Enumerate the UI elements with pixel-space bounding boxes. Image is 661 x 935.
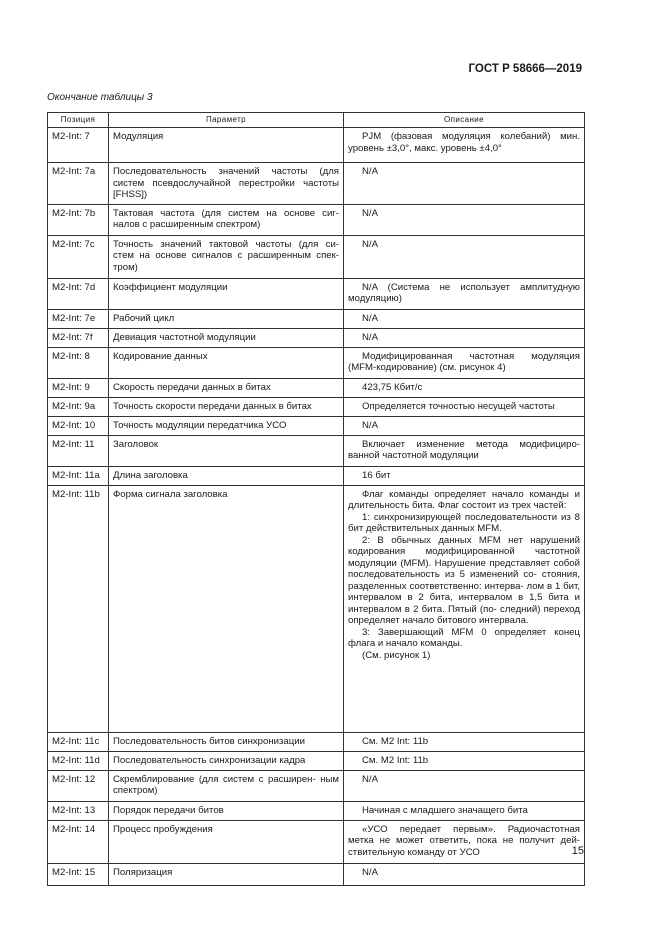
cell-description <box>344 397 585 416</box>
description-paragraph: N/A <box>362 312 378 324</box>
table-row <box>48 863 585 885</box>
table-row <box>48 347 585 378</box>
cell-position: M2-Int: 12 <box>48 770 109 801</box>
description-paragraph: N/A <box>362 331 378 343</box>
document-code: ГОСТ Р 58666—2019 <box>468 63 582 75</box>
cell-parameter: Длина заголовка <box>109 466 344 485</box>
cell-position: M2-Int: 8 <box>48 347 109 378</box>
cell-description <box>344 466 585 485</box>
cell-description <box>344 416 585 435</box>
description-paragraph: N/A (Система не использует амплитудную модуляцию) <box>348 281 580 304</box>
cell-parameter: Последовательность значений частоты (для систем псевдослучайной перестройки частоты [FHSS]) <box>109 163 344 205</box>
cell-position: M2-Int: 7 <box>48 128 109 163</box>
cell-description <box>344 378 585 397</box>
cell-position: M2-Int: 7a <box>48 163 109 205</box>
column-header-position: Позиция <box>48 113 109 128</box>
description-paragraph: N/A <box>362 207 378 219</box>
cell-position: M2-Int: 10 <box>48 416 109 435</box>
cell-parameter: Кодирование данных <box>109 347 344 378</box>
cell-parameter: Скорость передачи данных в битах <box>109 378 344 397</box>
cell-position: M2-Int: 7c <box>48 235 109 278</box>
cell-position: M2-Int: 7e <box>48 309 109 328</box>
table-row <box>48 732 585 751</box>
cell-parameter: Модуляция <box>109 128 344 163</box>
table-row <box>48 378 585 397</box>
table-row <box>48 328 585 347</box>
cell-position: M2-Int: 11a <box>48 466 109 485</box>
cell-description <box>344 163 585 205</box>
description-paragraph: 423,75 Кбит/с <box>362 381 423 393</box>
description-paragraph: 3: Завершающий MFM 0 определяет конец флага и начало команды. <box>348 626 580 649</box>
cell-position: M2-Int: 9 <box>48 378 109 397</box>
cell-parameter: Последовательность битов синхронизации <box>109 732 344 751</box>
table-row <box>48 128 585 163</box>
table-row <box>48 416 585 435</box>
table-header-row <box>48 113 585 128</box>
cell-description <box>344 770 585 801</box>
description-paragraph: N/A <box>362 238 378 250</box>
cell-parameter: Рабочий цикл <box>109 309 344 328</box>
description-paragraph: 16 бит <box>362 469 391 481</box>
table-row <box>48 163 585 205</box>
cell-description <box>344 235 585 278</box>
cell-description <box>344 435 585 466</box>
cell-description <box>344 347 585 378</box>
description-paragraph: См. M2 Int: 11b <box>362 735 429 747</box>
cell-description <box>344 204 585 235</box>
cell-position: M2-Int: 11d <box>48 751 109 770</box>
page-number: 15 <box>571 845 584 857</box>
description-paragraph: Определяется точностью несущей частоты <box>362 400 555 412</box>
description-paragraph: PJM (фазовая модуляция колебаний) мин. уровень ±3,0°, макс. уровень ±4,0° <box>348 131 580 154</box>
table-row <box>48 397 585 416</box>
table-row <box>48 770 585 801</box>
cell-parameter: Точность скорости передачи данных в битах <box>109 397 344 416</box>
cell-parameter: Девиация частотной модуляции <box>109 328 344 347</box>
description-paragraph: N/A <box>362 773 378 785</box>
description-paragraph: 1: синхронизирующей последовательности из 8 бит действительных данных MFM. <box>348 511 580 534</box>
cell-parameter: Точность значений тактовой частоты (для си- стем на основе сигналов с расширенным спек- тром) <box>109 235 344 278</box>
table-caption: Окончание таблицы 3 <box>47 92 153 103</box>
cell-parameter: Тактовая частота (для систем на основе сиг- налов с расширенным спектром) <box>109 204 344 235</box>
description-paragraph: 2: В обычных данных MFM нет нарушений кодирования модифицированной частотной модуляции (MFM). Нарушение представляет собой последовательность из 5 изменений со- стояния, разделенных соответственно: интерва- лом в 1 бит, интервалом в 2 бита, интервалом в 1,5 бита и интервалом в 2 бита. Пятый (по- следний) переход определяет начало битового интервала. <box>348 534 580 626</box>
cell-parameter: Точность модуляции передатчика УСО <box>109 416 344 435</box>
table-row <box>48 751 585 770</box>
cell-position: M2-Int: 11 <box>48 435 109 466</box>
table-row <box>48 309 585 328</box>
description-paragraph: Флаг команды определяет начало команды и длительность бита. Флаг состоит из трех частей: <box>348 488 580 511</box>
cell-description <box>344 732 585 751</box>
cell-parameter: Коэффициент модуляции <box>109 278 344 309</box>
cell-position: M2-Int: 7d <box>48 278 109 309</box>
cell-parameter: Поляризация <box>109 863 344 885</box>
column-header-parameter: Параметр <box>109 113 344 128</box>
cell-position: M2-Int: 11c <box>48 732 109 751</box>
table-body <box>48 128 585 886</box>
cell-position: M2-Int: 7f <box>48 328 109 347</box>
table-row <box>48 204 585 235</box>
parameters-table <box>47 112 585 886</box>
description-paragraph: Модифицированная частотная модуляция (MFM-кодирование) (см. рисунок 4) <box>348 350 580 373</box>
description-paragraph: N/A <box>362 866 378 878</box>
cell-position: M2-Int: 14 <box>48 820 109 863</box>
cell-description <box>344 751 585 770</box>
cell-description <box>344 309 585 328</box>
cell-parameter: Процесс пробуждения <box>109 820 344 863</box>
cell-description <box>344 820 585 863</box>
table-row <box>48 435 585 466</box>
table-row <box>48 485 585 732</box>
description-paragraph: См. M2 Int: 11b <box>362 754 429 766</box>
cell-position: M2-Int: 7b <box>48 204 109 235</box>
cell-parameter: Форма сигнала заголовка <box>109 485 344 732</box>
table-row <box>48 466 585 485</box>
column-header-description: Описание <box>344 113 585 128</box>
cell-description <box>344 801 585 820</box>
description-paragraph: N/A <box>362 419 378 431</box>
cell-parameter: Скремблирование (для систем с расширен- ным спектром) <box>109 770 344 801</box>
cell-position: M2-Int: 11b <box>48 485 109 732</box>
cell-position: M2-Int: 9a <box>48 397 109 416</box>
cell-parameter: Последовательность синхронизации кадра <box>109 751 344 770</box>
description-paragraph: N/A <box>362 166 378 177</box>
description-paragraph: Включает изменение метода модифициро- ванной частотной модуляции <box>348 438 580 461</box>
cell-description <box>344 328 585 347</box>
cell-description <box>344 863 585 885</box>
table-row <box>48 801 585 820</box>
cell-position: M2-Int: 13 <box>48 801 109 820</box>
description-paragraph: (См. рисунок 1) <box>362 649 431 661</box>
table-row <box>48 820 585 863</box>
description-paragraph: «УСО передает первым». Радиочастотная метка не может ответить, пока не получит дей- ствительную команду от УСО <box>348 823 580 858</box>
cell-parameter: Порядок передачи битов <box>109 801 344 820</box>
cell-description <box>344 128 585 163</box>
description-paragraph: Начиная с младшего значащего бита <box>362 804 528 816</box>
cell-parameter: Заголовок <box>109 435 344 466</box>
cell-position: M2-Int: 15 <box>48 863 109 885</box>
table-row <box>48 278 585 309</box>
table-row <box>48 235 585 278</box>
cell-description <box>344 485 585 732</box>
cell-description <box>344 278 585 309</box>
